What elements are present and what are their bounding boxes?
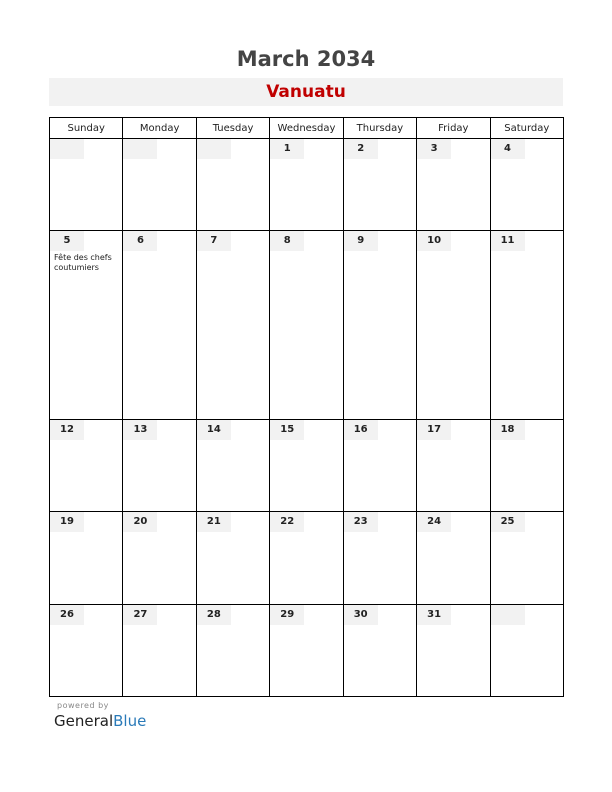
day-cell bbox=[123, 604, 196, 696]
day-number: 14 bbox=[197, 420, 231, 440]
day-cell bbox=[50, 139, 123, 231]
day-number: 31 bbox=[417, 605, 451, 625]
day-cell bbox=[50, 604, 123, 696]
day-number: 25 bbox=[491, 512, 525, 532]
day-cell bbox=[270, 231, 343, 420]
day-number: 24 bbox=[417, 512, 451, 532]
day-cell bbox=[490, 231, 563, 420]
week-row bbox=[50, 420, 564, 512]
powered-by-label: powered by bbox=[57, 701, 109, 710]
day-cell bbox=[50, 231, 123, 420]
weekday-header: Friday bbox=[417, 118, 490, 139]
day-cell bbox=[270, 604, 343, 696]
day-number: 21 bbox=[197, 512, 231, 532]
calendar-grid bbox=[49, 117, 564, 697]
day-number: 11 bbox=[491, 231, 525, 251]
day-number bbox=[50, 139, 84, 159]
day-cell bbox=[196, 231, 269, 420]
day-cell bbox=[417, 604, 490, 696]
day-number: 27 bbox=[123, 605, 157, 625]
day-cell bbox=[343, 512, 416, 604]
day-number: 5 bbox=[50, 231, 84, 251]
day-number: 3 bbox=[417, 139, 451, 159]
day-number: 1 bbox=[270, 139, 304, 159]
day-cell bbox=[196, 512, 269, 604]
day-cell bbox=[343, 231, 416, 420]
day-number: 7 bbox=[197, 231, 231, 251]
country-name: Vanuatu bbox=[266, 82, 346, 102]
day-cell bbox=[123, 420, 196, 512]
brand-blue: Blue bbox=[113, 712, 147, 730]
weekday-header: Monday bbox=[123, 118, 196, 139]
day-cell bbox=[490, 604, 563, 696]
day-number: 10 bbox=[417, 231, 451, 251]
day-cell bbox=[490, 139, 563, 231]
day-cell bbox=[196, 420, 269, 512]
calendar-title: March 2034 bbox=[236, 47, 376, 71]
day-number: 26 bbox=[50, 605, 84, 625]
day-number: 18 bbox=[491, 420, 525, 440]
day-cell bbox=[50, 420, 123, 512]
day-cell bbox=[343, 420, 416, 512]
week-row bbox=[50, 604, 564, 696]
day-cell bbox=[50, 512, 123, 604]
brand-general: General bbox=[54, 712, 114, 730]
week-row bbox=[50, 139, 564, 231]
weekday-header: Sunday bbox=[50, 118, 123, 139]
day-number bbox=[491, 605, 525, 625]
day-cell bbox=[343, 604, 416, 696]
day-number: 28 bbox=[197, 605, 231, 625]
country-banner bbox=[49, 78, 563, 106]
holiday-event: Fête des chefs coutumiers bbox=[54, 253, 112, 273]
day-cell bbox=[196, 139, 269, 231]
day-cell bbox=[417, 420, 490, 512]
day-number: 2 bbox=[344, 139, 378, 159]
day-number: 30 bbox=[344, 605, 378, 625]
day-cell bbox=[123, 231, 196, 420]
day-cell bbox=[270, 420, 343, 512]
day-number: 16 bbox=[344, 420, 378, 440]
weekday-header-row bbox=[50, 118, 564, 139]
day-cell bbox=[343, 139, 416, 231]
day-number bbox=[123, 139, 157, 159]
weekday-header: Saturday bbox=[490, 118, 563, 139]
generalblue-logo[interactable] bbox=[54, 712, 146, 730]
weekday-header: Thursday bbox=[343, 118, 416, 139]
day-number bbox=[197, 139, 231, 159]
day-number: 20 bbox=[123, 512, 157, 532]
week-row bbox=[50, 231, 564, 420]
day-cell bbox=[490, 420, 563, 512]
day-cell bbox=[490, 512, 563, 604]
week-row bbox=[50, 512, 564, 604]
weekday-header: Tuesday bbox=[196, 118, 269, 139]
day-number: 15 bbox=[270, 420, 304, 440]
day-number: 12 bbox=[50, 420, 84, 440]
day-number: 23 bbox=[344, 512, 378, 532]
day-number: 4 bbox=[491, 139, 525, 159]
day-number: 9 bbox=[344, 231, 378, 251]
day-number: 8 bbox=[270, 231, 304, 251]
day-number: 17 bbox=[417, 420, 451, 440]
day-number: 6 bbox=[123, 231, 157, 251]
day-number: 19 bbox=[50, 512, 84, 532]
day-cell bbox=[417, 231, 490, 420]
day-number: 29 bbox=[270, 605, 304, 625]
day-cell bbox=[123, 139, 196, 231]
day-cell bbox=[270, 139, 343, 231]
day-cell bbox=[417, 139, 490, 231]
weekday-header: Wednesday bbox=[270, 118, 343, 139]
day-cell bbox=[270, 512, 343, 604]
day-cell bbox=[417, 512, 490, 604]
day-number: 22 bbox=[270, 512, 304, 532]
day-number: 13 bbox=[123, 420, 157, 440]
day-cell bbox=[123, 512, 196, 604]
day-cell bbox=[196, 604, 269, 696]
